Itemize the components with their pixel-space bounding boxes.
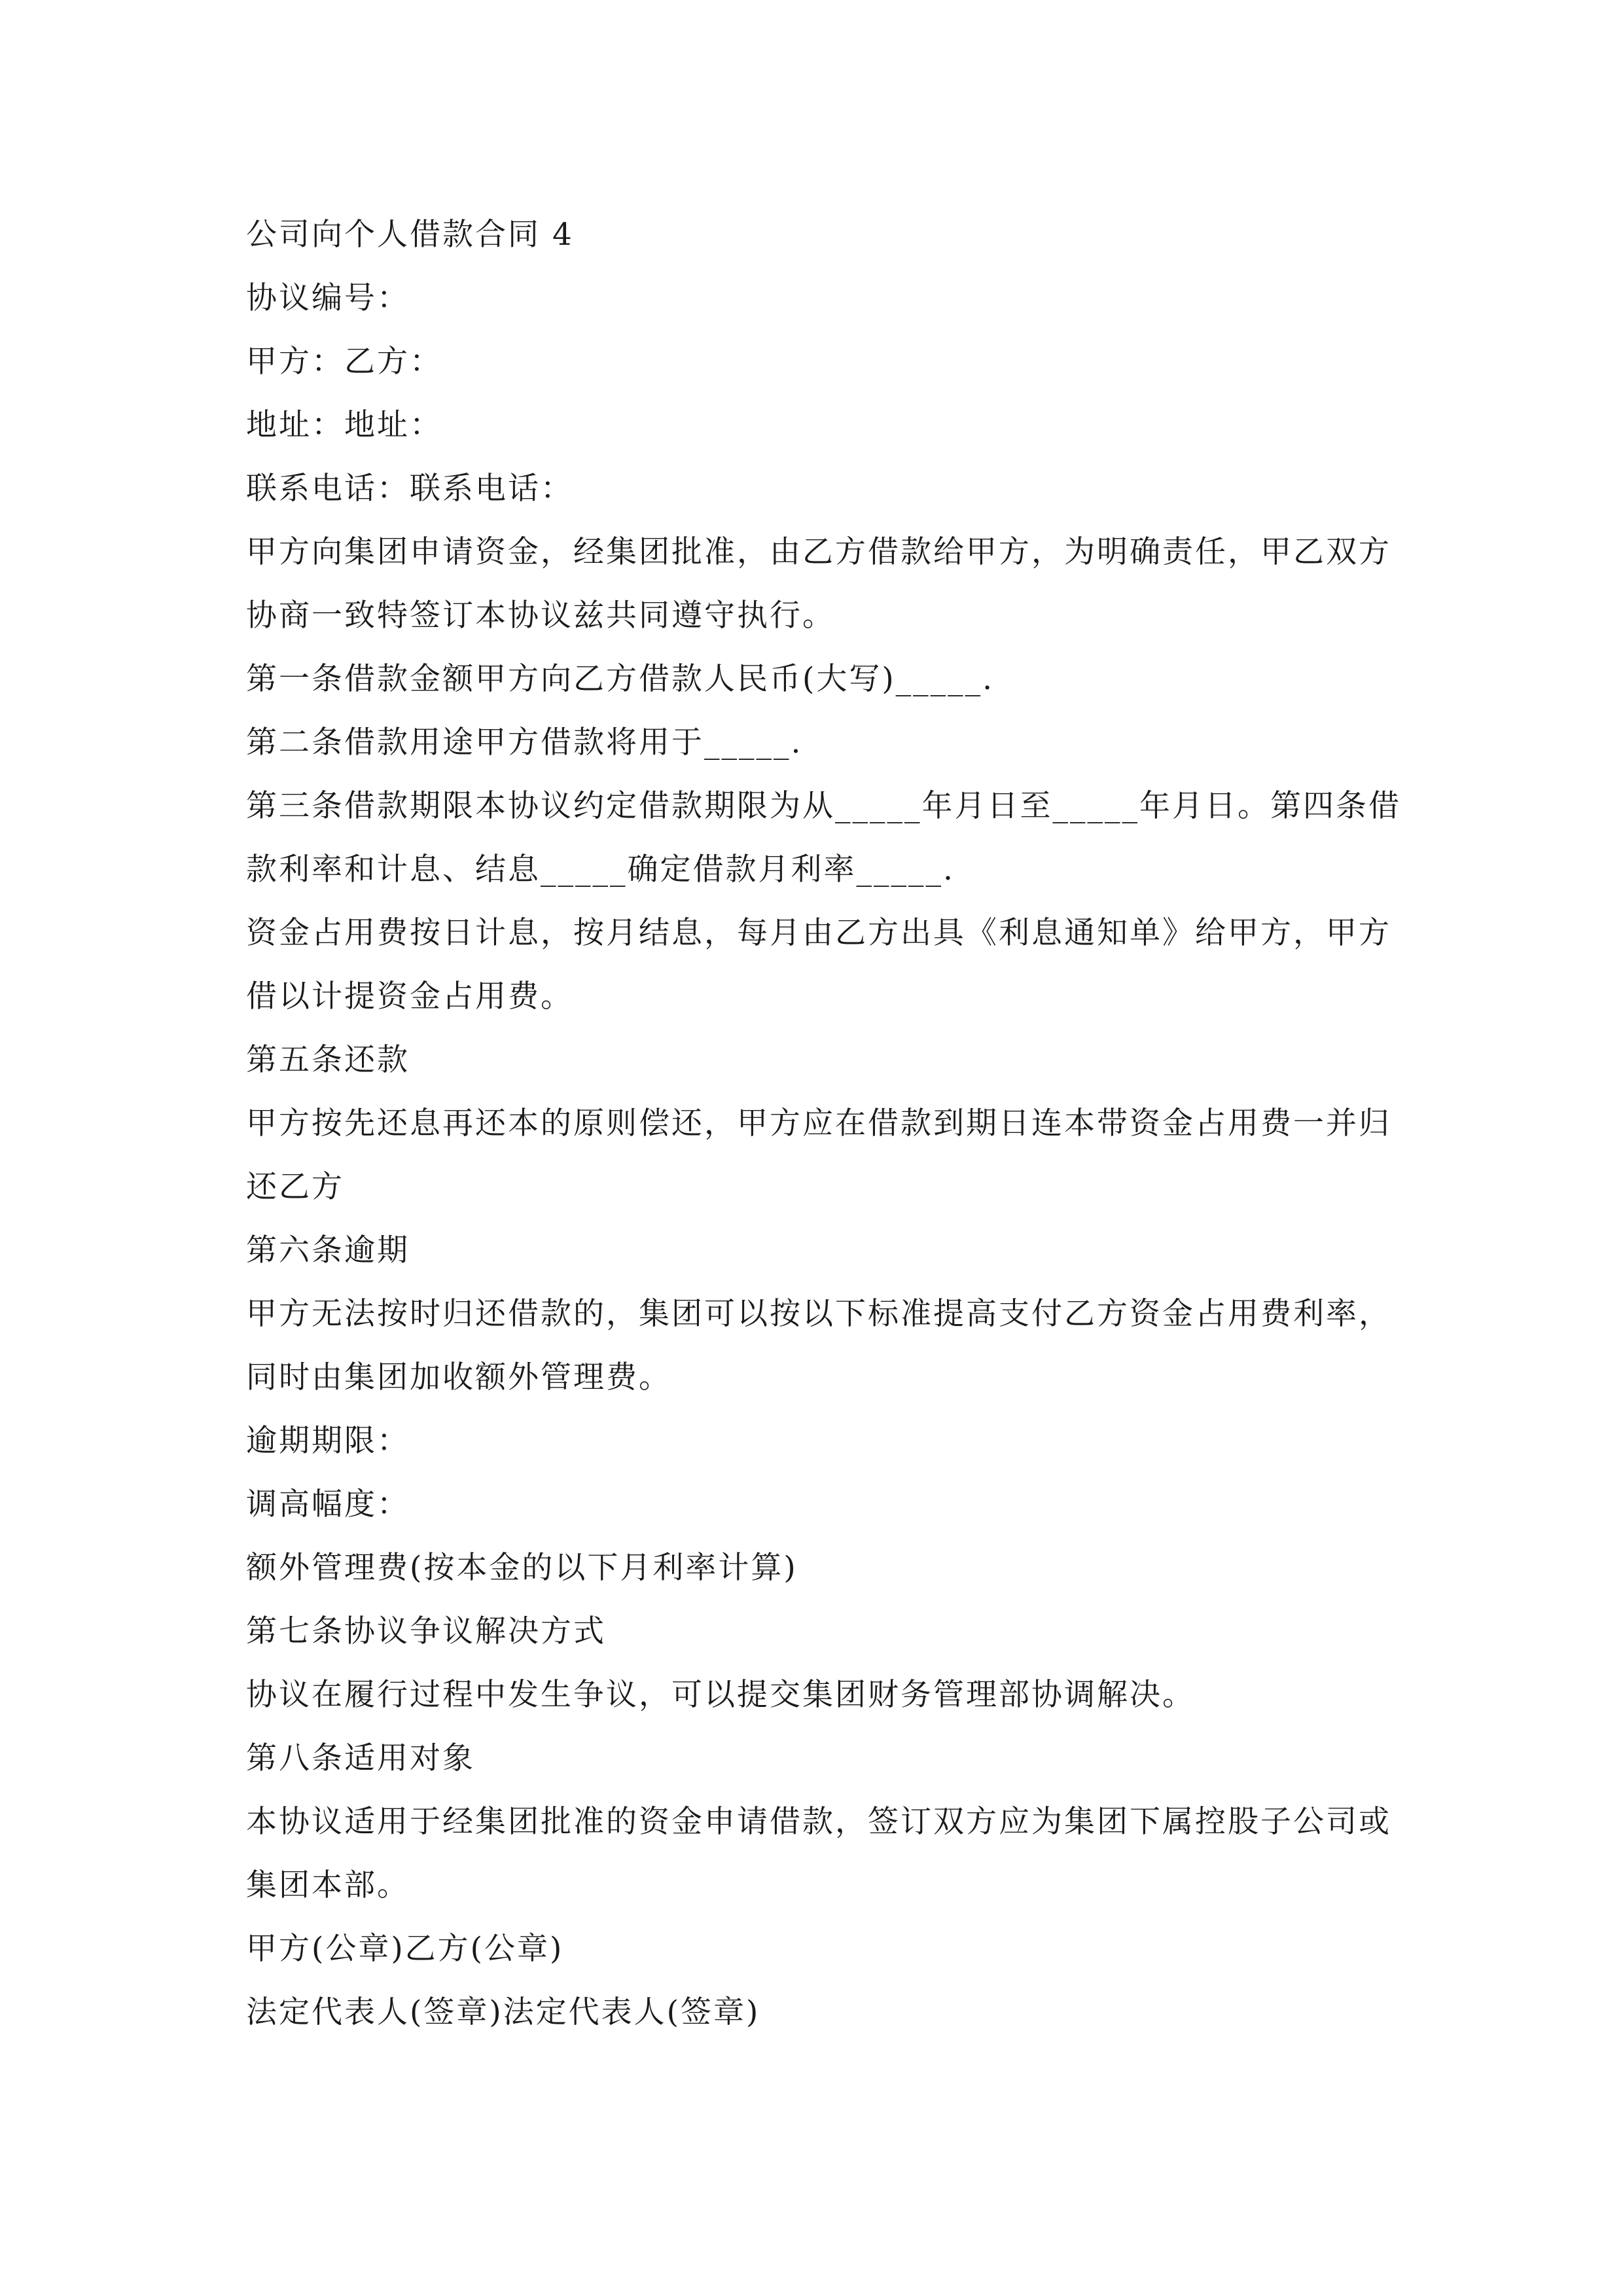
article-5-heading: 第五条还款 bbox=[246, 1042, 410, 1078]
article-6-heading: 第六条逾期 bbox=[246, 1232, 410, 1268]
preamble-line-1: 甲方向集团申请资金，经集团批准，由乙方借款给甲方，为明确责任，甲乙双方 bbox=[246, 534, 1391, 570]
article-8-line-1: 本协议适用于经集团批准的资金申请借款，签订双方应为集团下属控股子公司或 bbox=[246, 1804, 1391, 1840]
article-6-line-1: 甲方无法按时归还借款的，集团可以按以下标准提高支付乙方资金占用费利率， bbox=[246, 1296, 1391, 1332]
article-2-line: 第二条借款用途甲方借款将用于_____. bbox=[246, 725, 803, 761]
article-8-line-2: 集团本部。 bbox=[246, 1867, 410, 1903]
overdue-period-line: 逾期期限： bbox=[246, 1423, 410, 1459]
phone-line: 联系电话：联系电话： bbox=[246, 471, 573, 507]
interest-line-2: 借以计提资金占用费。 bbox=[246, 978, 573, 1014]
address-line: 地址：地址： bbox=[246, 407, 442, 443]
parties-line: 甲方：乙方： bbox=[246, 344, 442, 380]
article-3-line-2: 款利率和计息、结息_____确定借款月利率_____. bbox=[246, 852, 955, 888]
document-body bbox=[246, 203, 1401, 2044]
interest-line-1: 资金占用费按日计息，按月结息，每月由乙方出具《利息通知单》给甲方，甲方 bbox=[246, 915, 1391, 951]
document-title: 公司向个人借款合同 4 bbox=[246, 217, 574, 253]
article-7-heading: 第七条协议争议解决方式 bbox=[246, 1613, 606, 1649]
rate-increase-line: 调高幅度： bbox=[246, 1486, 410, 1522]
article-8-heading: 第八条适用对象 bbox=[246, 1740, 475, 1776]
article-6-line-2: 同时由集团加收额外管理费。 bbox=[246, 1359, 671, 1395]
extra-fee-line: 额外管理费(按本金的以下月利率计算) bbox=[246, 1550, 798, 1586]
seal-line: 甲方(公章)乙方(公章) bbox=[246, 1931, 564, 1967]
agreement-number-line: 协议编号： bbox=[246, 280, 410, 316]
article-1-line: 第一条借款金额甲方向乙方借款人民币(大写)_____. bbox=[246, 661, 995, 697]
signature-line: 法定代表人(签章)法定代表人(签章) bbox=[246, 1994, 760, 2030]
article-5-line-1: 甲方按先还息再还本的原则偿还，甲方应在借款到期日连本带资金占用费一并归 bbox=[246, 1105, 1391, 1141]
article-3-line-1: 第三条借款期限本协议约定借款期限为从_____年月日至_____年月日。第四条借 bbox=[246, 788, 1401, 824]
article-5-line-2: 还乙方 bbox=[246, 1169, 344, 1205]
preamble-line-2: 协商一致特签订本协议兹共同遵守执行。 bbox=[246, 598, 835, 634]
article-7-line: 协议在履行过程中发生争议，可以提交集团财务管理部协调解决。 bbox=[246, 1677, 1195, 1713]
